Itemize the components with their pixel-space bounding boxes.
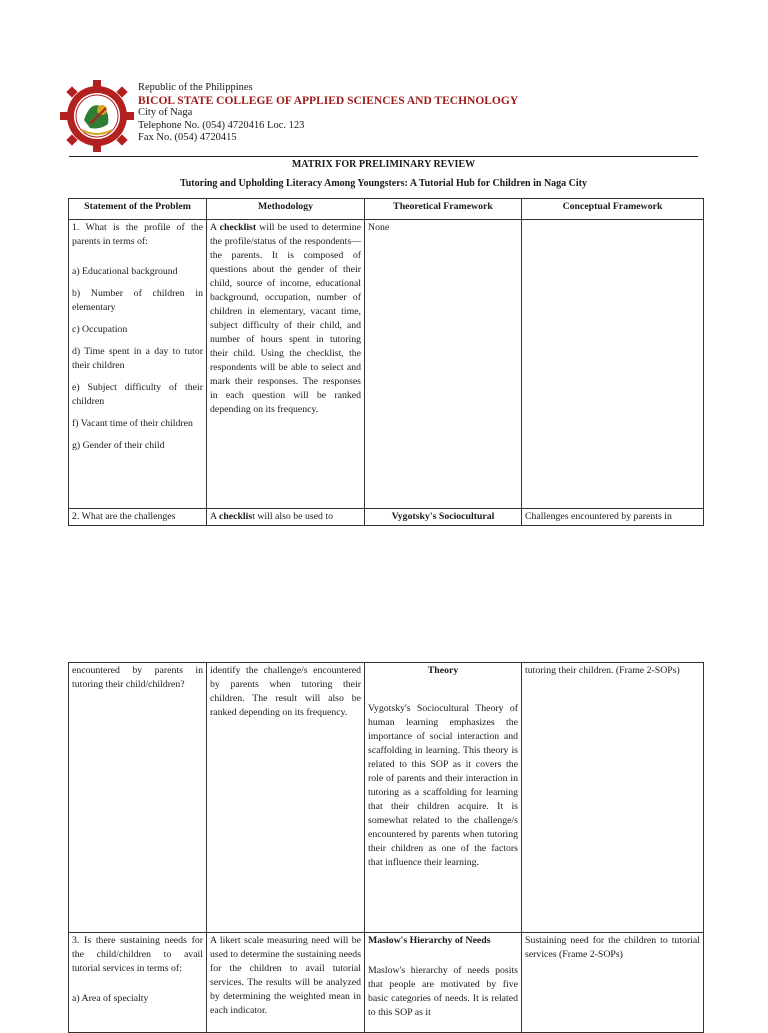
methodology-text: A [210, 511, 219, 522]
methodology-text: A [210, 222, 220, 233]
theoretical-cell: Vygotsky's Sociocultural [365, 509, 522, 526]
header-methodology: Methodology [207, 199, 365, 220]
conceptual-cell [522, 220, 704, 509]
sop-item: a) Area of specialty [72, 993, 149, 1004]
college-seal-icon [60, 80, 134, 152]
telephone-line: Telephone No. (054) 4720416 Loc. 123 [138, 119, 305, 131]
sop-item: f) Vacant time of their children [72, 418, 193, 429]
review-matrix-table [68, 198, 704, 526]
methodology-cell: identify the challenge/s encountered by parents when tutoring their children. The result will also be ranked depending on its frequency. [207, 663, 365, 933]
republic-line: Republic of the Philippines [138, 82, 253, 93]
theory-body: Maslow's hierarchy of needs posits that people are motivated by five basic categories of needs. It is related to this SOP as it [368, 965, 518, 1018]
sop-cell: 2. What are the challenges [69, 509, 207, 526]
methodology-cell [207, 220, 365, 509]
methodology-text: will be used to determine the profile/status of the respondents—the parents. It is composed of questions about the gender of their child, source of income, educational background, occupation, number of children in elementary, vacant time, subject difficulty of their child, and number of hours spent in tutoring their child. Using the checklist, the respondents will be able to select and mark their responses. The responses in each question will be ranked depending on its frequency. [210, 222, 362, 415]
college-name: BICOL STATE COLLEGE OF APPLIED SCIENCES AND TECHNOLOGY [138, 94, 519, 107]
methodology-keyword: checklis [218, 511, 253, 522]
conceptual-cell: tutoring their children. (Frame 2-SOPs) [522, 663, 704, 933]
methodology-cell: A likert scale measuring need will be used to determine the sustaining needs for the children to avail tutorial services. The results will be analyzed by determining the weighted mean in each indicator. [207, 933, 365, 1033]
sop-cell [69, 220, 207, 509]
sop-item: g) Gender of their child [72, 440, 165, 451]
sop-cell [69, 933, 207, 1033]
theory-body: Vygotsky's Sociocultural Theory of human learning emphasizes the importance of social interaction and scaffolding in learning. This theory is related to this SOP as it covers the role of parents and their interaction in tutoring as a scaffolding for learning that their children acquire. It is somewhat related to the challenge/s encountered by parents when tutoring their children as one of the factors that influence their learning. [368, 703, 518, 868]
table-row [69, 220, 704, 509]
methodology-keyword: checklist [219, 222, 257, 233]
header-statement-of-problem: Statement of the Problem [69, 199, 207, 220]
theory-title: Maslow's Hierarchy of Needs [368, 935, 491, 946]
sop-item: e) Subject difficulty of their children [72, 382, 203, 407]
conceptual-cell: Challenges encountered by parents in [522, 509, 704, 526]
header-theoretical-framework: Theoretical Framework [365, 199, 522, 220]
header-divider [69, 156, 698, 157]
table-row [69, 509, 704, 526]
document-subtitle: Tutoring and Upholding Literacy Among Youngsters: A Tutorial Hub for Children in Naga City [179, 178, 588, 189]
sop-cell: encountered by parents in tutoring their child/children? [69, 663, 207, 933]
header-conceptual-framework: Conceptual Framework [522, 199, 704, 220]
theoretical-cell [365, 933, 522, 1033]
letterhead [138, 82, 518, 145]
theory-title: Theory [427, 665, 459, 676]
sop-question: 3. Is there sustaining needs for the child/children to avail tutorial services in terms of: [72, 935, 203, 974]
table-header-row [69, 199, 704, 220]
sop-question: 1. What is the profile of the parents in terms of: [72, 222, 203, 247]
theoretical-cell [365, 663, 522, 933]
sop-item: c) Occupation [72, 324, 128, 335]
review-matrix-table-continued [68, 662, 704, 1033]
table-row [69, 663, 704, 933]
sop-item: a) Educational background [72, 266, 178, 277]
conceptual-cell: Sustaining need for the children to tutorial services (Frame 2-SOPs) [522, 933, 704, 1033]
sop-item: d) Time spent in a day to tutor their children [72, 346, 203, 371]
document-title: MATRIX FOR PRELIMINARY REVIEW [291, 159, 476, 170]
methodology-cell [207, 509, 365, 526]
methodology-text: t will also be used to [252, 511, 334, 522]
city-line: City of Naga [138, 107, 193, 119]
fax-line: Fax No. (054) 4720415 [138, 132, 237, 144]
table-row [69, 933, 704, 1033]
sop-item: b) Number of children in elementary [72, 288, 203, 313]
theoretical-cell: None [365, 220, 522, 509]
